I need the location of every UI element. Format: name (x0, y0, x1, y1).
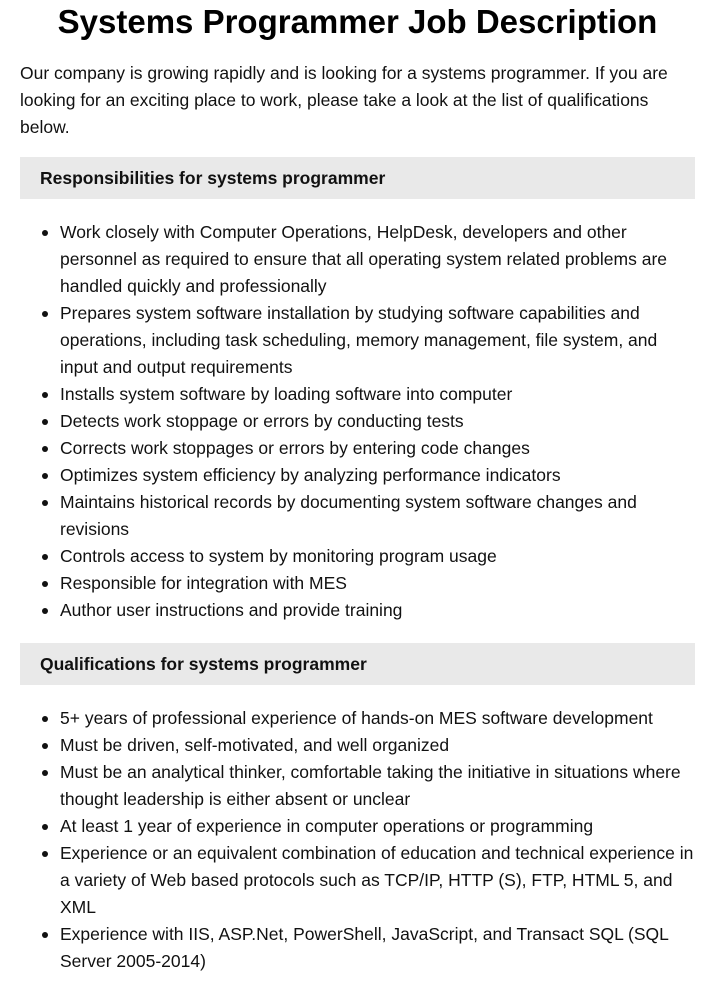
list-item: Experience or an equivalent combination of education and technical experience in a variety of Web based protocols such as TCP/IP, HTTP (S), FTP, HTML 5, and XML (60, 840, 695, 921)
list-item: Controls access to system by monitoring program usage (60, 543, 695, 570)
list-item: Detects work stoppage or errors by conducting tests (60, 408, 695, 435)
list-item: Must be driven, self-motivated, and well organized (60, 732, 695, 759)
list-item: Author user instructions and provide training (60, 597, 695, 624)
list-item: 5+ years of professional experience of hands-on MES software development (60, 705, 695, 732)
list-item: Experience with IIS, ASP.Net, PowerShell, JavaScript, and Transact SQL (SQL Server 2005-2014) (60, 921, 695, 975)
qualifications-heading: Qualifications for systems programmer (20, 643, 695, 685)
list-item: Responsible for integration with MES (60, 570, 695, 597)
list-item: Optimizes system efficiency by analyzing performance indicators (60, 462, 695, 489)
page-title: Systems Programmer Job Description (57, 3, 658, 40)
list-item: Work closely with Computer Operations, HelpDesk, developers and other personnel as required to ensure that all operating system related problems are handled quickly and professionally (60, 219, 695, 300)
responsibilities-list (20, 219, 695, 624)
list-item: Prepares system software installation by studying software capabilities and operations, including task scheduling, memory management, file system, and input and output requirements (60, 300, 695, 381)
intro-paragraph: Our company is growing rapidly and is looking for a systems programmer. If you are looking for an exciting place to work, please take a look at the list of qualifications below. (20, 63, 668, 137)
list-item: Must be an analytical thinker, comfortable taking the initiative in situations where thought leadership is either absent or unclear (60, 759, 695, 813)
list-item: At least 1 year of experience in computer operations or programming (60, 813, 695, 840)
responsibilities-heading: Responsibilities for systems programmer (20, 157, 695, 199)
list-item: Corrects work stoppages or errors by entering code changes (60, 435, 695, 462)
list-item: Maintains historical records by documenting system software changes and revisions (60, 489, 695, 543)
list-item: Installs system software by loading software into computer (60, 381, 695, 408)
qualifications-list (20, 705, 695, 975)
